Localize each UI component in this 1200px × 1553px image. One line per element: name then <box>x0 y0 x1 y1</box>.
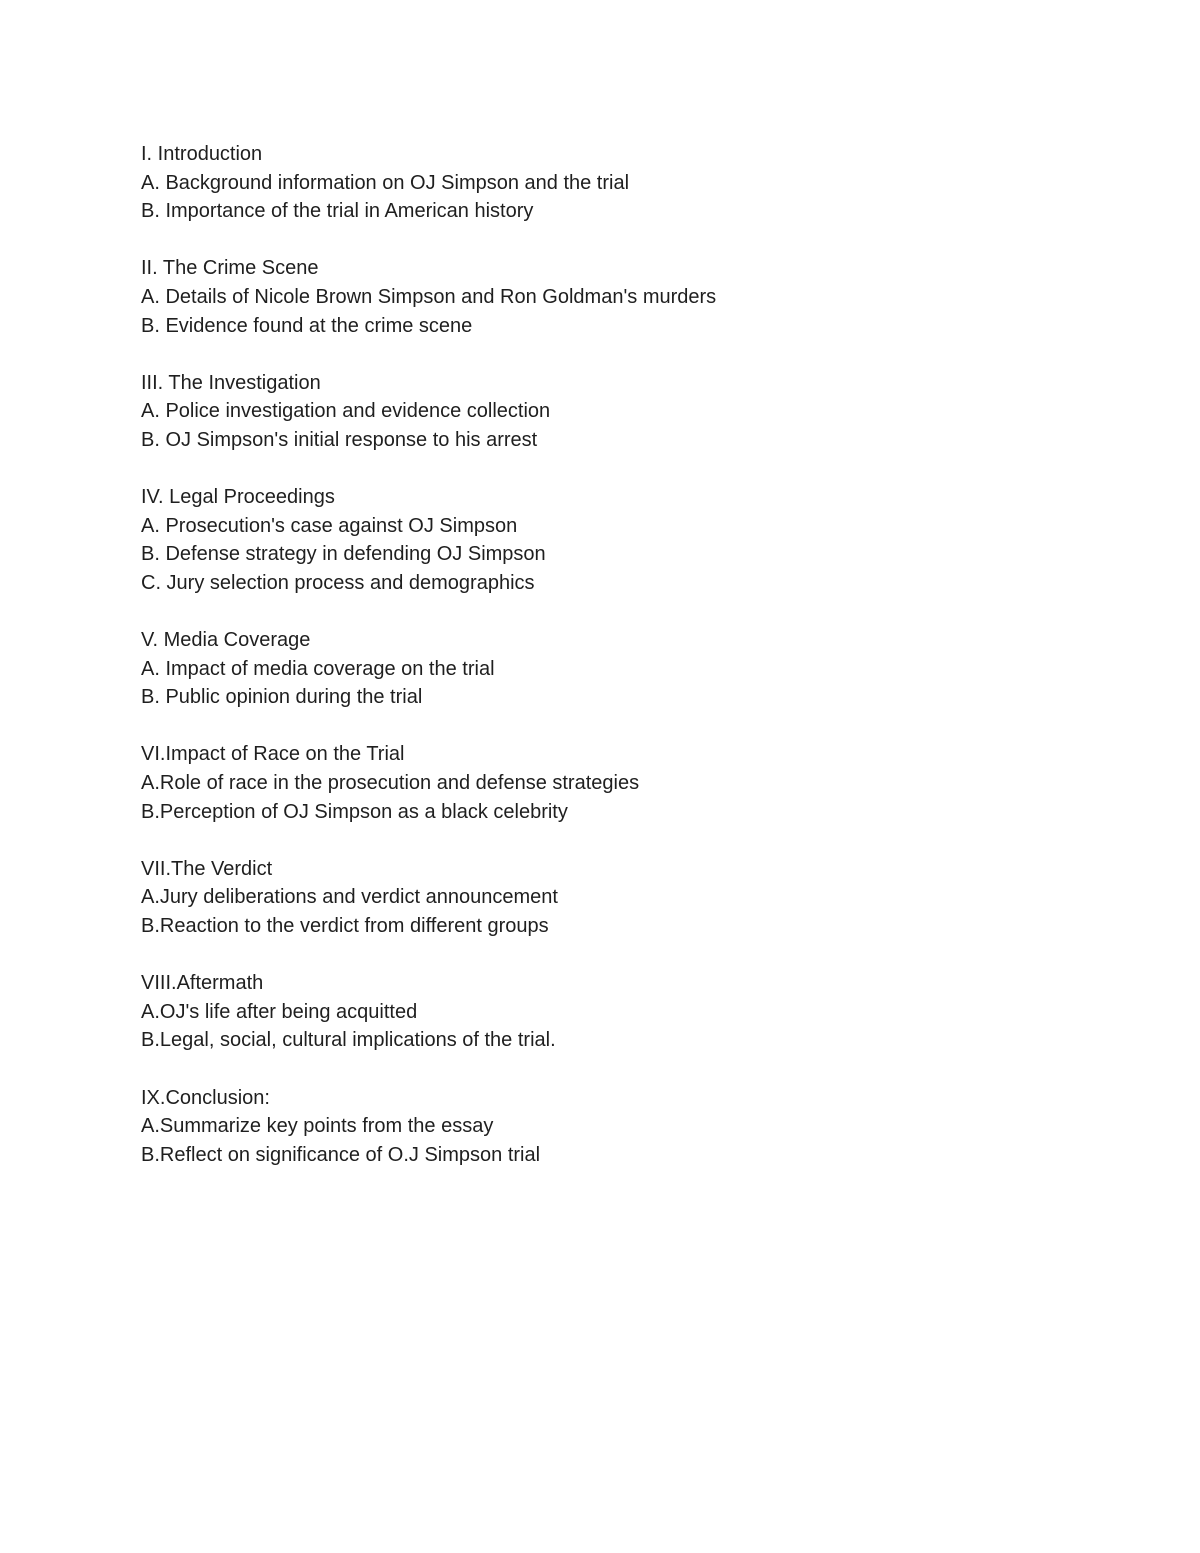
outline-item: A.Summarize key points from the essay <box>141 1115 494 1138</box>
section-heading: VII.The Verdict <box>141 857 273 880</box>
section-heading: II. The Crime Scene <box>141 257 319 280</box>
outline-item: B. Importance of the trial in American history <box>141 200 534 223</box>
outline-item: B.Reflect on significance of O.J Simpson trial <box>141 1143 541 1166</box>
outline-section-4 <box>141 483 1121 597</box>
outline-item: A.Jury deliberations and verdict announcement <box>141 886 558 909</box>
section-heading: V. Media Coverage <box>141 629 311 652</box>
section-heading: IX.Conclusion: <box>141 1086 270 1109</box>
outline-section-8 <box>141 969 1121 1055</box>
outline-item: B. Evidence found at the crime scene <box>141 314 473 337</box>
outline-item: A. Police investigation and evidence collection <box>141 400 551 423</box>
outline-section-6 <box>141 740 1121 826</box>
outline-item: A.Role of race in the prosecution and defense strategies <box>141 772 640 795</box>
outline-item: B. Defense strategy in defending OJ Simpson <box>141 543 546 566</box>
outline-item: B.Reaction to the verdict from different groups <box>141 915 549 938</box>
section-heading: VI.Impact of Race on the Trial <box>141 743 405 766</box>
outline-item: A. Background information on OJ Simpson and the trial <box>141 171 630 194</box>
section-heading: III. The Investigation <box>141 371 321 394</box>
outline-item: C. Jury selection process and demographics <box>141 571 535 594</box>
outline-item: B. Public opinion during the trial <box>141 686 423 709</box>
outline-item: A. Prosecution's case against OJ Simpson <box>141 514 518 537</box>
outline-item: B.Perception of OJ Simpson as a black celebrity <box>141 800 568 823</box>
outline-section-3 <box>141 369 1121 455</box>
outline-section-5 <box>141 626 1121 712</box>
outline-item: A. Details of Nicole Brown Simpson and Ron Goldman's murders <box>141 285 717 308</box>
outline-section-7 <box>141 855 1121 941</box>
outline-section-1 <box>141 140 1121 226</box>
essay-outline <box>141 140 1121 1198</box>
section-heading: IV. Legal Proceedings <box>141 486 335 509</box>
outline-section-9 <box>141 1084 1121 1170</box>
outline-item: B.Legal, social, cultural implications of the trial. <box>141 1029 556 1052</box>
outline-section-2 <box>141 254 1121 340</box>
outline-item: B. OJ Simpson's initial response to his arrest <box>141 428 538 451</box>
outline-item: A. Impact of media coverage on the trial <box>141 657 495 680</box>
outline-item: A.OJ's life after being acquitted <box>141 1000 418 1023</box>
section-heading: VIII.Aftermath <box>141 972 264 995</box>
section-heading: I. Introduction <box>141 143 263 165</box>
